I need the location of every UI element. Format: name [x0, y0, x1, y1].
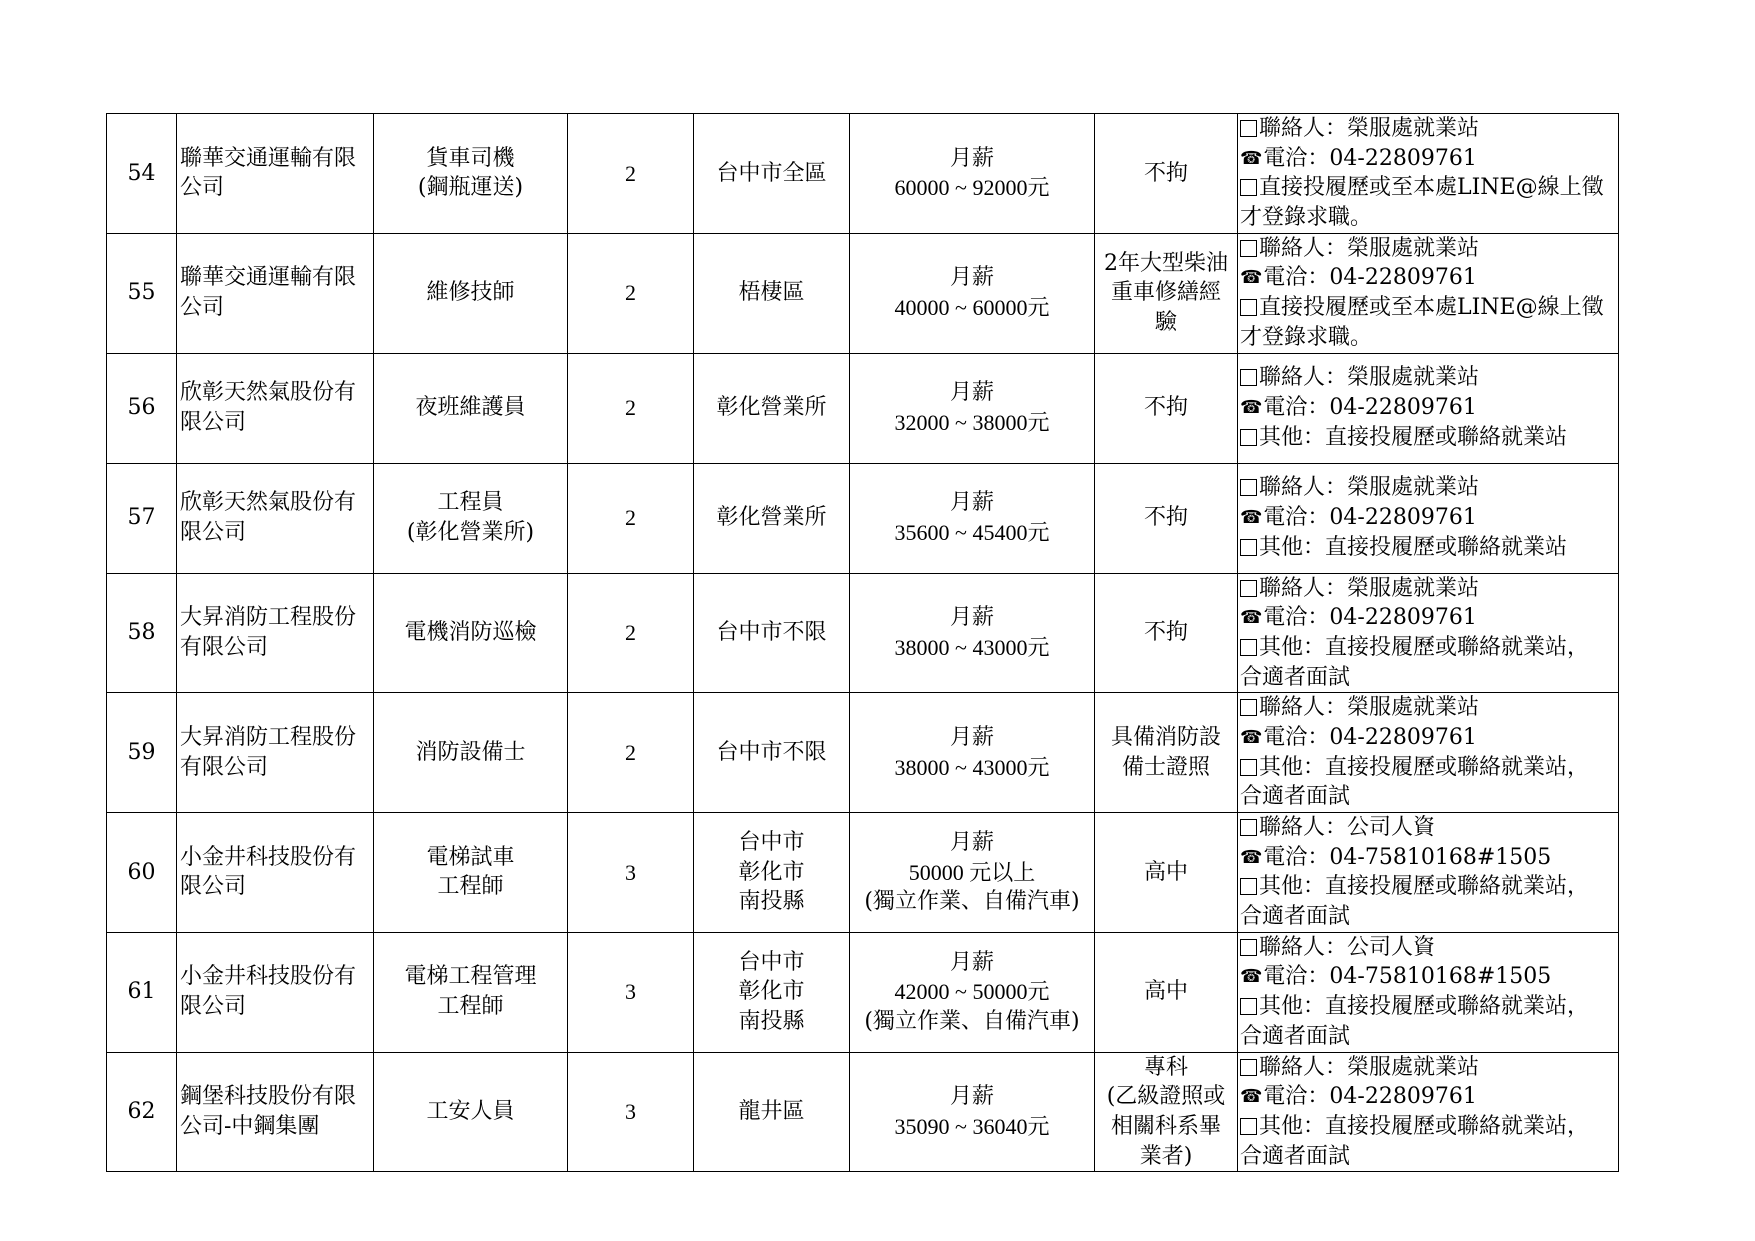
company-line: 公司-中鋼集團 — [180, 1113, 320, 1139]
contact-person-line — [1240, 813, 1618, 843]
contact-phone: 電洽：04-75810168#1505 — [1263, 844, 1552, 870]
contact-other-text: 才登錄求職。 — [1240, 205, 1373, 231]
requirement-line: 驗 — [1154, 309, 1177, 335]
requirement — [1095, 573, 1238, 693]
contact-person: 聯絡人：榮服處就業站 — [1259, 116, 1480, 141]
contact-other-text: 其他：直接投履歷或聯絡就業站， — [1259, 874, 1590, 900]
requirement — [1095, 233, 1238, 353]
salary-range: 35090 ~ 36040元 — [894, 1113, 1050, 1139]
salary-range: 50000 元以上 — [908, 859, 1036, 885]
checkbox-icon — [1240, 429, 1257, 446]
checkbox-icon — [1240, 179, 1257, 196]
salary — [850, 463, 1095, 573]
requirement-line: 不拘 — [1143, 160, 1188, 186]
contact-phone-line — [1240, 263, 1618, 293]
contact-other-line — [1240, 872, 1618, 902]
contact-info — [1238, 693, 1619, 813]
company-line: 大昇消防工程股份 — [180, 724, 357, 750]
contact-phone-line — [1240, 1082, 1618, 1112]
contact-other-text: 其他：直接投履歷或聯絡就業站， — [1259, 634, 1590, 660]
company-line: 限公司 — [180, 874, 247, 900]
telephone-icon: ☎ — [1240, 1086, 1263, 1108]
job-title — [374, 353, 568, 463]
requirement-line: 備士證照 — [1121, 754, 1210, 780]
company-name — [177, 233, 374, 353]
checkbox-icon — [1240, 479, 1257, 496]
salary — [850, 693, 1095, 813]
job-title — [374, 573, 568, 693]
area-line: 台中市不限 — [716, 739, 827, 765]
title-line: 維修技師 — [426, 280, 515, 306]
company-name — [177, 813, 374, 933]
salary-range: 35600 ~ 45400元 — [894, 520, 1050, 545]
contact-person-line — [1240, 693, 1618, 723]
requirement-line: 不拘 — [1143, 620, 1188, 646]
company-name — [177, 463, 374, 573]
contact-other-line — [1240, 1112, 1618, 1142]
area-line: 台中市不限 — [716, 620, 827, 646]
salary-label: 月薪 — [949, 380, 994, 406]
salary-range: 42000 ~ 50000元 — [894, 979, 1050, 1005]
job-title — [374, 932, 568, 1052]
row-number: 56 — [107, 353, 177, 463]
salary — [850, 1052, 1095, 1172]
table-row — [107, 114, 1619, 234]
company-line: 大昇消防工程股份 — [180, 605, 357, 631]
contact-other-text: 其他：直接投履歷或聯絡就業站 — [1259, 424, 1568, 450]
company-line: 聯華交通運輸有限 — [180, 145, 357, 171]
table-row — [107, 353, 1619, 463]
company-name — [177, 932, 374, 1052]
title-line: 工程員 — [437, 490, 504, 516]
requirement-line: 具備消防設 — [1110, 724, 1221, 750]
job-title — [374, 233, 568, 353]
contact-person: 聯絡人：公司人資 — [1259, 934, 1436, 960]
requirement-line: 不拘 — [1143, 505, 1188, 531]
contact-info — [1238, 114, 1619, 234]
contact-phone: 電洽：04-22809761 — [1263, 395, 1477, 421]
telephone-icon: ☎ — [1240, 267, 1263, 289]
work-area — [694, 813, 850, 933]
area-line: 台中市全區 — [716, 160, 827, 186]
job-rows — [107, 114, 1619, 1172]
opening-count: 3 — [568, 932, 694, 1052]
contact-phone-line — [1240, 723, 1618, 753]
requirement-line: 專科 — [1143, 1054, 1188, 1080]
salary-range: 32000 ~ 38000元 — [894, 410, 1050, 435]
contact-phone: 電洽：04-75810168#1505 — [1263, 964, 1552, 990]
company-line: 限公司 — [180, 994, 247, 1020]
contact-person: 聯絡人：榮服處就業站 — [1259, 475, 1480, 501]
job-title — [374, 114, 568, 234]
opening-count: 3 — [568, 813, 694, 933]
salary — [850, 813, 1095, 933]
contact-other-line — [1240, 1022, 1618, 1052]
area-line: 台中市 — [738, 949, 805, 975]
company-line: 小金井科技股份有 — [180, 844, 357, 870]
salary-range: 60000 ~ 92000元 — [894, 175, 1050, 201]
telephone-icon: ☎ — [1240, 726, 1263, 748]
work-area — [694, 932, 850, 1052]
requirement-line: 業者) — [1139, 1143, 1193, 1169]
title-line: 夜班維護員 — [415, 395, 526, 421]
contact-person: 聯絡人：榮服處就業站 — [1259, 235, 1480, 261]
requirement-line: 相關科系畢 — [1110, 1113, 1221, 1139]
contact-other-line — [1240, 293, 1618, 323]
contact-other-text: 合適者面試 — [1240, 1143, 1351, 1169]
requirement — [1095, 693, 1238, 813]
salary — [850, 353, 1095, 463]
company-name — [177, 693, 374, 813]
requirement — [1095, 1052, 1238, 1172]
row-number: 57 — [107, 463, 177, 573]
table-row — [107, 693, 1619, 813]
contact-other-text: 直接投履歷或至本處LINE@線上徵 — [1259, 295, 1604, 321]
contact-other-line — [1240, 753, 1618, 783]
salary-label: 月薪 — [949, 829, 994, 855]
contact-other — [1240, 872, 1618, 931]
salary-label: 月薪 — [949, 265, 994, 291]
contact-info — [1238, 932, 1619, 1052]
row-number: 58 — [107, 573, 177, 693]
contact-person: 聯絡人：榮服處就業站 — [1259, 1054, 1480, 1080]
contact-person: 聯絡人：榮服處就業站 — [1259, 365, 1480, 391]
checkbox-icon — [1240, 299, 1257, 316]
checkbox-icon — [1240, 580, 1257, 597]
contact-other-text: 其他：直接投履歷或聯絡就業站， — [1259, 754, 1590, 780]
contact-info — [1238, 463, 1619, 573]
telephone-icon: ☎ — [1240, 147, 1263, 169]
contact-phone-line — [1240, 144, 1618, 174]
contact-other-text: 合適者面試 — [1240, 664, 1351, 690]
table-row — [107, 573, 1619, 693]
requirement-line: 不拘 — [1143, 395, 1188, 421]
company-line: 公司 — [180, 295, 225, 321]
requirement-line: (乙級證照或 — [1106, 1084, 1226, 1110]
row-number: 61 — [107, 932, 177, 1052]
title-line: 電梯試車 — [426, 844, 515, 870]
requirement — [1095, 813, 1238, 933]
checkbox-icon — [1240, 878, 1257, 895]
title-line: 貨車司機 — [426, 145, 515, 171]
contact-other-line — [1240, 423, 1618, 453]
area-line: 彰化市 — [738, 979, 805, 1005]
salary-label: 月薪 — [949, 949, 994, 975]
checkbox-icon — [1240, 1118, 1257, 1135]
contact-other-text: 直接投履歷或至本處LINE@線上徵 — [1259, 175, 1604, 201]
area-line: 彰化營業所 — [716, 505, 827, 531]
contact-person: 聯絡人：公司人資 — [1259, 815, 1436, 840]
contact-other — [1240, 293, 1618, 352]
opening-count: 2 — [568, 463, 694, 573]
area-line: 彰化營業所 — [716, 395, 827, 421]
work-area — [694, 1052, 850, 1172]
contact-info — [1238, 573, 1619, 693]
salary-label: 月薪 — [949, 724, 994, 750]
contact-other-text: 合適者面試 — [1240, 784, 1351, 810]
contact-other-text: 合適者面試 — [1240, 904, 1351, 930]
contact-phone: 電洽：04-22809761 — [1263, 1084, 1477, 1110]
contact-phone-line — [1240, 603, 1618, 633]
contact-info — [1238, 813, 1619, 933]
contact-other-line — [1240, 663, 1618, 693]
contact-other-text: 合適者面試 — [1240, 1023, 1351, 1049]
contact-phone: 電洽：04-22809761 — [1263, 724, 1477, 750]
title-line: 電機消防巡檢 — [404, 620, 537, 646]
contact-person-line — [1240, 473, 1618, 503]
checkbox-icon — [1240, 699, 1257, 716]
work-area — [694, 693, 850, 813]
telephone-icon: ☎ — [1240, 966, 1263, 988]
table-row — [107, 1052, 1619, 1172]
contact-phone: 電洽：04-22809761 — [1263, 605, 1477, 631]
opening-count: 2 — [568, 693, 694, 813]
title-line: (鋼瓶運送) — [417, 175, 524, 201]
contact-other — [1240, 633, 1618, 692]
telephone-icon: ☎ — [1240, 397, 1263, 419]
table-row — [107, 932, 1619, 1052]
requirement-line: 重車修繕經 — [1110, 280, 1221, 306]
contact-other-line — [1240, 173, 1618, 203]
checkbox-icon — [1240, 369, 1257, 386]
contact-other-text: 才登錄求職。 — [1240, 324, 1373, 350]
table-row — [107, 233, 1619, 353]
contact-info — [1238, 353, 1619, 463]
contact-other — [1240, 992, 1618, 1051]
job-title — [374, 463, 568, 573]
contact-person-line — [1240, 1053, 1618, 1083]
opening-count: 2 — [568, 233, 694, 353]
salary — [850, 233, 1095, 353]
area-line: 南投縣 — [738, 889, 805, 915]
checkbox-icon — [1240, 759, 1257, 776]
area-line: 台中市 — [738, 829, 805, 855]
contact-phone: 電洽：04-22809761 — [1263, 145, 1477, 171]
contact-person-line — [1240, 234, 1618, 264]
job-title — [374, 813, 568, 933]
company-line: 有限公司 — [180, 634, 269, 660]
checkbox-icon — [1240, 240, 1257, 257]
checkbox-icon — [1240, 819, 1257, 836]
company-line: 鋼堡科技股份有限 — [180, 1084, 357, 1110]
salary-label: 月薪 — [949, 1084, 994, 1110]
job-title — [374, 693, 568, 813]
company-line: 有限公司 — [180, 754, 269, 780]
contact-phone-line — [1240, 393, 1618, 423]
row-number: 62 — [107, 1052, 177, 1172]
salary-label: 月薪 — [949, 145, 994, 171]
company-line: 欣彰天然氣股份有 — [180, 380, 357, 406]
title-line: 消防設備士 — [415, 739, 526, 765]
company-name — [177, 573, 374, 693]
company-line: 公司 — [180, 175, 225, 201]
telephone-icon: ☎ — [1240, 507, 1263, 529]
checkbox-icon — [1240, 939, 1257, 956]
contact-phone: 電洽：04-22809761 — [1263, 265, 1477, 291]
requirement-line: 高中 — [1143, 979, 1188, 1005]
contact-person: 聯絡人：榮服處就業站 — [1259, 695, 1480, 721]
row-number: 60 — [107, 813, 177, 933]
checkbox-icon — [1240, 539, 1257, 556]
checkbox-icon — [1240, 998, 1257, 1015]
row-number: 59 — [107, 693, 177, 813]
job-title — [374, 1052, 568, 1172]
contact-info — [1238, 233, 1619, 353]
contact-other-line — [1240, 992, 1618, 1022]
company-name — [177, 1052, 374, 1172]
title-line: 工安人員 — [426, 1099, 515, 1125]
job-listing-table — [106, 113, 1619, 1172]
work-area — [694, 573, 850, 693]
salary-range: 40000 ~ 60000元 — [894, 295, 1050, 321]
contact-other-line — [1240, 902, 1618, 932]
checkbox-icon — [1240, 1059, 1257, 1076]
salary-range: 38000 ~ 43000元 — [894, 634, 1050, 660]
contact-other — [1240, 753, 1618, 812]
salary-note: (獨立作業、自備汽車) — [864, 1008, 1080, 1034]
title-line: (彰化營業所) — [406, 520, 535, 545]
contact-other — [1240, 173, 1618, 232]
contact-other-text: 其他：直接投履歷或聯絡就業站， — [1259, 994, 1590, 1020]
contact-person: 聯絡人：榮服處就業站 — [1259, 575, 1480, 601]
company-name — [177, 353, 374, 463]
salary — [850, 114, 1095, 234]
contact-other-text: 其他：直接投履歷或聯絡就業站 — [1259, 534, 1568, 560]
requirement — [1095, 353, 1238, 463]
work-area — [694, 233, 850, 353]
salary — [850, 573, 1095, 693]
contact-other-text: 其他：直接投履歷或聯絡就業站， — [1259, 1113, 1590, 1139]
row-number: 54 — [107, 114, 177, 234]
contact-person-line — [1240, 114, 1618, 144]
opening-count: 3 — [568, 1052, 694, 1172]
contact-person-line — [1240, 363, 1618, 393]
contact-person-line — [1240, 933, 1618, 963]
salary-label: 月薪 — [949, 605, 994, 631]
title-line: 工程師 — [437, 874, 504, 900]
work-area — [694, 114, 850, 234]
opening-count: 2 — [568, 353, 694, 463]
contact-info — [1238, 1052, 1619, 1172]
company-line: 限公司 — [180, 410, 247, 435]
row-number: 55 — [107, 233, 177, 353]
requirement-line: 2年大型柴油 — [1104, 250, 1228, 276]
company-line: 限公司 — [180, 520, 247, 545]
area-line: 南投縣 — [738, 1008, 805, 1034]
telephone-icon: ☎ — [1240, 846, 1263, 868]
opening-count: 2 — [568, 114, 694, 234]
contact-other-line — [1240, 203, 1618, 233]
work-area — [694, 463, 850, 573]
contact-other-line — [1240, 782, 1618, 812]
table-row — [107, 813, 1619, 933]
company-line: 欣彰天然氣股份有 — [180, 490, 357, 516]
salary-label: 月薪 — [949, 490, 994, 516]
checkbox-icon — [1240, 639, 1257, 656]
requirement-line: 高中 — [1143, 859, 1188, 885]
area-line: 彰化市 — [738, 859, 805, 885]
company-name — [177, 114, 374, 234]
table-row — [107, 463, 1619, 573]
salary-range: 38000 ~ 43000元 — [894, 754, 1050, 780]
contact-other-line — [1240, 323, 1618, 353]
contact-phone: 電洽：04-22809761 — [1263, 505, 1477, 531]
requirement — [1095, 932, 1238, 1052]
contact-other-line — [1240, 633, 1618, 663]
contact-other — [1240, 423, 1618, 453]
salary — [850, 932, 1095, 1052]
requirement — [1095, 463, 1238, 573]
telephone-icon: ☎ — [1240, 607, 1263, 629]
contact-person-line — [1240, 574, 1618, 604]
contact-phone-line — [1240, 503, 1618, 533]
company-line: 聯華交通運輸有限 — [180, 265, 357, 291]
opening-count: 2 — [568, 573, 694, 693]
work-area — [694, 353, 850, 463]
contact-other — [1240, 533, 1618, 563]
requirement — [1095, 114, 1238, 234]
area-line: 梧棲區 — [738, 280, 805, 306]
contact-phone-line — [1240, 843, 1618, 873]
checkbox-icon — [1240, 120, 1257, 137]
contact-other-line — [1240, 1142, 1618, 1172]
company-line: 小金井科技股份有 — [180, 964, 357, 990]
contact-phone-line — [1240, 962, 1618, 992]
title-line: 工程師 — [437, 994, 504, 1020]
area-line: 龍井區 — [738, 1099, 805, 1125]
contact-other-line — [1240, 533, 1618, 563]
title-line: 電梯工程管理 — [404, 964, 537, 990]
contact-other — [1240, 1112, 1618, 1171]
salary-note: (獨立作業、自備汽車) — [864, 889, 1080, 915]
